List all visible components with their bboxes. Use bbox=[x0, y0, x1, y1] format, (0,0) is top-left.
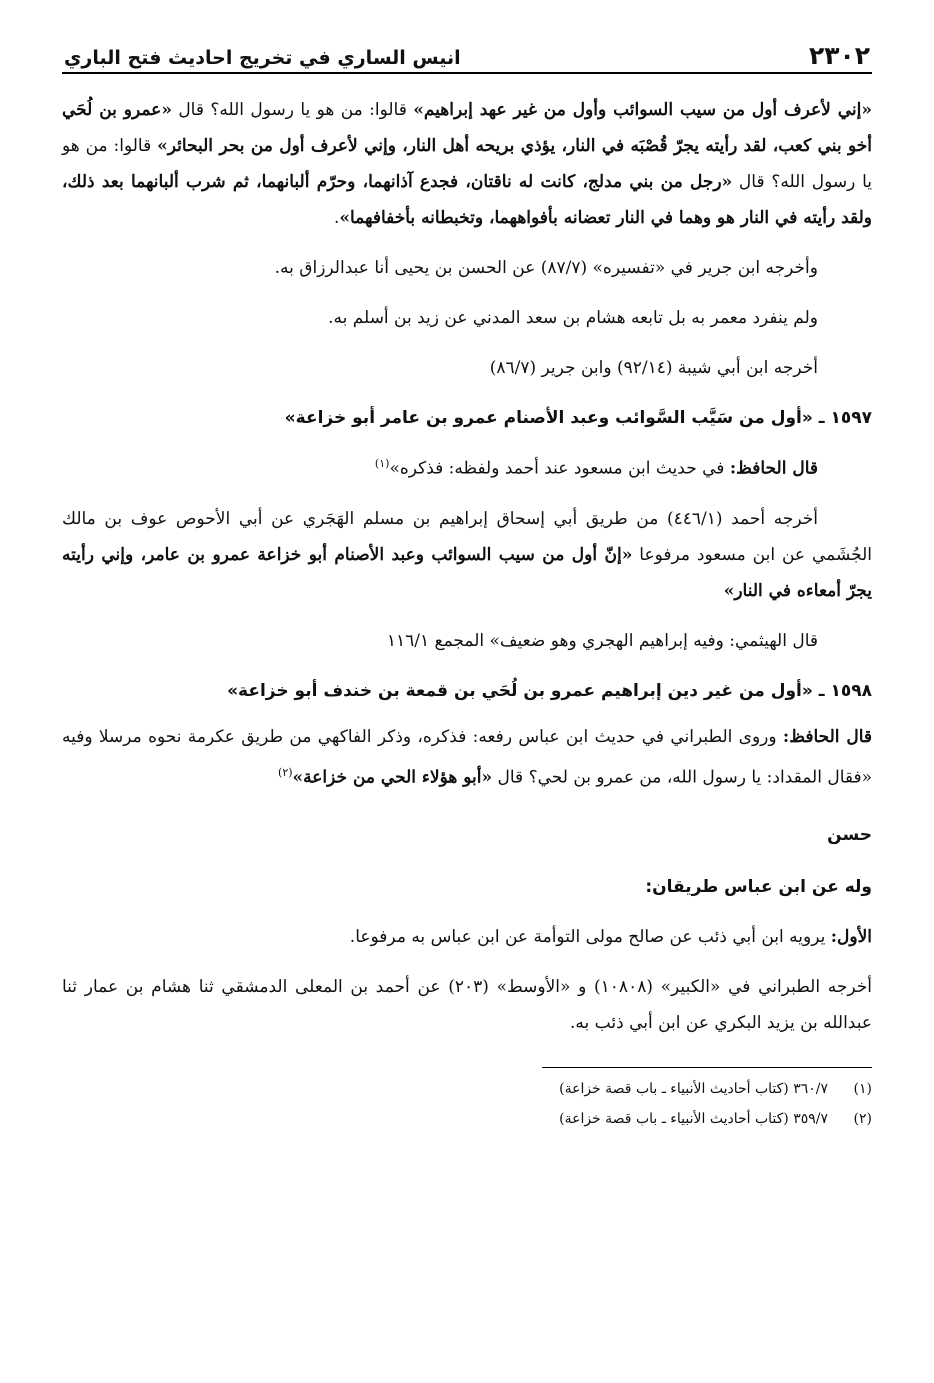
hafiz-label: قال الحافظ: bbox=[729, 458, 818, 479]
paragraph-text: أخرجه أحمد (٤٤٦/١) من طريق أبي إسحاق إبراهيم بن مسلم الهَجَري عن أبي الأحوص عوف بن مالك الجُشَمي عن ابن مسعود مرفوعا bbox=[62, 508, 872, 565]
paragraph-first-way bbox=[62, 919, 872, 955]
hadith-quote: «أبو هؤلاء الحي من خزاعة» bbox=[292, 767, 493, 788]
grade-label: حسن bbox=[827, 825, 872, 846]
paragraph-hafiz-1597 bbox=[62, 446, 872, 487]
page-number: ٢٣٠٢ bbox=[808, 41, 870, 70]
hadith-quote: «رجل من بني مدلج، كانت له ناقتان، فجدع آذانهما، وحرّم ألبانهما، ثم شرب ألبانهما بعد ذلك، ولقد رأيته في النار هو وهما في النار تعضانه بأفواههما، وتخبطانه بأخفافهما» bbox=[62, 172, 872, 228]
hadith-heading-1598: ١٥٩٨ ـ «أول من غير دين إبراهيم عمرو بن لُحَي بن قمعة بن خندف أبو خزاعة» bbox=[227, 680, 872, 701]
paragraph-text: . bbox=[333, 208, 340, 228]
paragraph-text: وروى الطبراني في حديث ابن عباس رفعه: فذكره، وذكر الفاكهي من طريق عكرمة نحوه مرسلا وفيه «فقال المقداد: يا رسول الله، من عمرو بن لحي؟ قال bbox=[62, 726, 872, 788]
footnote-item bbox=[62, 1104, 872, 1134]
paragraph-takhrij-ahmad bbox=[62, 501, 872, 609]
hafiz-label: قال الحافظ: bbox=[782, 726, 873, 747]
running-title: انيس الساري في تخريج احاديث فتح الباري bbox=[64, 47, 461, 69]
paragraph-text: قالوا: من هو يا رسول الله؟ قال bbox=[171, 100, 414, 120]
page-header bbox=[62, 30, 872, 74]
paragraph-text: يرويه ابن أبي ذئب عن صالح مولى التوأمة عن ابن عباس به مرفوعا. bbox=[349, 927, 831, 948]
paragraph-takhrij-ibn-jarir: وأخرجه ابن جرير في «تفسيره» (٨٧/٧) عن الحسن بن يحيى أنا عبدالرزاق به. bbox=[274, 258, 818, 278]
footnote-text: ٣٥٩/٧ (كتاب أحاديث الأنبياء ـ باب قصة خزاعة) bbox=[559, 1111, 828, 1128]
paragraph-text: في حديث ابن مسعود عند أحمد ولفظه: فذكره» bbox=[389, 458, 730, 479]
footnote-item bbox=[62, 1074, 872, 1104]
footnote-number: (٢) bbox=[853, 1111, 872, 1128]
hadith-quote: «إنّ أول من سيب السوائب وعبد الأصنام أبو خزاعة عمرو بن عامر، وإني رأيته يجرّ أمعاءه في النار» bbox=[62, 544, 872, 601]
paragraph-takhrij-tabarani: أخرجه الطبراني في «الكبير» (١٠٨٠٨) و «الأوسط» (٢٠٣) عن أحمد بن المعلى الدمشقي ثنا هشام بن عمار ثنا عبدالله بن يزيد البكري عن ابن أبي ذئب به. bbox=[62, 977, 872, 1034]
paragraph-hafiz-1598 bbox=[62, 719, 872, 796]
page-body bbox=[62, 92, 872, 1134]
hadith-quote: «عمرو بن لُحَي أخو بني كعب، لقد رأيته يجرّ قُصْبَه في النار، يؤذي بريحه أهل النار، وإني لأعرف أول من بحر البحائر» bbox=[62, 100, 872, 156]
footnote-ref: (١) bbox=[374, 457, 390, 470]
footnote-text: ٣٦٠/٧ (كتاب أحاديث الأنبياء ـ باب قصة خزاعة) bbox=[559, 1081, 828, 1098]
footnotes bbox=[62, 1074, 872, 1134]
first-way-label: الأول: bbox=[830, 927, 872, 948]
footnote-number: (١) bbox=[853, 1081, 872, 1098]
footnote-ref: (٢) bbox=[278, 765, 293, 779]
paragraph-mutaba: ولم ينفرد معمر به بل تابعه هشام بن سعد المدني عن زيد بن أسلم به. bbox=[328, 308, 818, 328]
hadith-heading-1597: ١٥٩٧ ـ «أول من سَيَّب السَّوائب وعبد الأصنام عمرو بن عامر أبو خزاعة» bbox=[284, 408, 872, 428]
paragraph-takhrij-ibn-abi-shayba: أخرجه ابن أبي شيبة (٩٢/١٤) وابن جرير (٨٦/٧) bbox=[489, 358, 818, 378]
hadith-quote: «إني لأعرف أول من سيب السوائب وأول من غير عهد إبراهيم» bbox=[413, 100, 872, 120]
book-page bbox=[62, 30, 872, 1134]
footnote-divider bbox=[542, 1067, 872, 1068]
ways-heading: وله عن ابن عباس طريقان: bbox=[645, 877, 872, 898]
paragraph-haythami: قال الهيثمي: وفيه إبراهيم الهجري وهو ضعيف» المجمع ١١٦/١ bbox=[386, 630, 818, 651]
paragraph-text: قالوا: من هو يا رسول الله؟ قال bbox=[62, 136, 872, 192]
paragraph-hadith-text bbox=[62, 92, 872, 236]
